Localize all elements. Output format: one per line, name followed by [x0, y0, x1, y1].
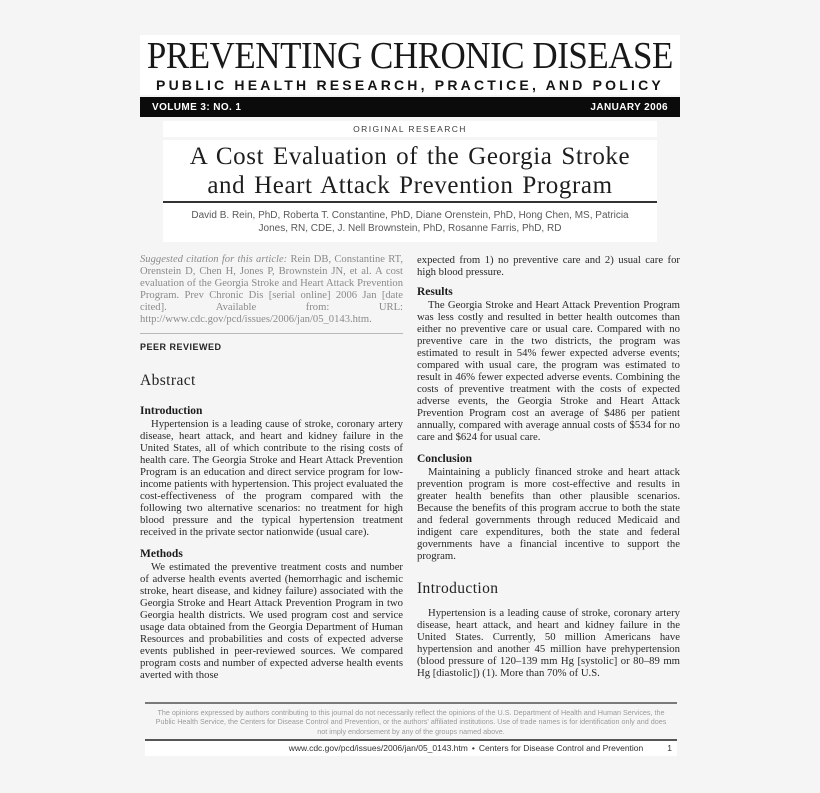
- issue-date-label: JANUARY 2006: [590, 101, 668, 113]
- abstract-methods-text-continued: expected from 1) no preventive care and 2) usual care for high blood pressure.: [417, 254, 680, 278]
- abstract-intro-subhead: Introduction: [140, 405, 203, 417]
- abstract-results-subhead: Results: [417, 286, 453, 298]
- journal-masthead: [140, 35, 680, 117]
- introduction-heading: Introduction: [417, 580, 499, 597]
- page-number: 1: [667, 743, 672, 754]
- peer-reviewed-label: PEER REVIEWED: [140, 342, 222, 352]
- authors-byline: David B. Rein, PhD, Roberta T. Constantine, PhD, Diane Orenstein, PhD, Hong Chen, MS, Patricia Jones, RN, CDE, J. Nell Brownstein, PhD, Rosanne Farris, PhD, RD: [191, 210, 629, 234]
- article-body: [140, 254, 680, 681]
- journal-tagline: PUBLIC HEALTH RESEARCH, PRACTICE, AND POLICY: [156, 76, 664, 93]
- abstract-results-text: The Georgia Stroke and Heart Attack Prevention Program was less costly and resulted in better health outcomes than either no preventive care or usual care. Compared with no preventive care in the two districts, the program was estimated to result in 54% fewer expected adverse events; compared with usual care, the program was estimated to result in 46% fewer expected adverse events. Combining the costs of preventive treatment with the costs of expected adverse events, the Georgia Stroke and Heart Attack Prevention Program cost an average of $486 per patient annually, compared with average annual costs of $534 for no care and $624 for usual care.: [417, 299, 680, 443]
- abstract-conclusion-subhead: Conclusion: [417, 453, 472, 465]
- issue-bar: [140, 97, 680, 117]
- footer-disclaimer: The opinions expressed by authors contributing to this journal do not necessarily reflect the opinions of the U.S. Department of Health and Human Services, the Public Health Service, the Centers for Disease Control and Prevention, or the authors' affiliated institutions. Use of trade names is for identification only and does not imply endorsement by any of the groups named above.: [155, 708, 667, 736]
- abstract-methods-text: We estimated the preventive treatment costs and number of adverse health events averted (hemorrhagic and ischemic stroke, heart disease, and kidney failure) associated with the Georgia Stroke and Heart Attack Prevention Program in two Georgia health districts. We used program cost and service usage data obtained from the Georgia Department of Human Resources and probabilities and costs of expected adverse events published in peer-reviewed sources. We compared program costs and number of expected adverse health events averted with those: [140, 561, 403, 681]
- right-column: [417, 254, 680, 681]
- citation-note: [140, 254, 403, 326]
- authors-box: [163, 203, 657, 242]
- citation-lead: Suggested citation for this article:: [140, 254, 288, 265]
- citation-text: Rein DB, Constantine RT, Orenstein D, Chen H, Jones P, Brownstein JN, et al. A cost evaluation of the Georgia Stroke and Heart Attack Prevention Program. Prev Chronic Dis [serial online] 2006 Jan [date cited]. Available from: URL: http://www.cdc.gov/pcd/issues/2006/jan/05_0143.htm.: [140, 254, 403, 325]
- abstract-methods-subhead: Methods: [140, 548, 183, 560]
- journal-title: PREVENTING CHRONIC DISEASE: [146, 34, 674, 77]
- volume-label: VOLUME 3: NO. 1: [152, 101, 242, 113]
- abstract-heading: Abstract: [140, 372, 196, 389]
- article-title-box: [163, 140, 657, 201]
- footer-url: www.cdc.gov/pcd/issues/2006/jan/05_0143.htm: [288, 743, 468, 754]
- footer-divider-top: [145, 702, 677, 704]
- left-column: [140, 254, 403, 681]
- footer-bullet: •: [471, 743, 475, 754]
- citation-divider: [140, 333, 403, 334]
- abstract-intro-text: Hypertension is a leading cause of stroke, coronary artery disease, heart attack, and heart and kidney failure in the United States, all of which contribute to the rising costs of health care. The Georgia Stroke and Heart Attack Prevention Program is an education and direct service program for low-income patients with hypertension. This project evaluated the cost-effectiveness of the program compared with the following two alternative scenarios: no treatment for high blood pressure and the typical hypertension treatment received in the private sector nationwide (usual care).: [140, 418, 403, 538]
- article-kicker: ORIGINAL RESEARCH: [163, 121, 657, 137]
- masthead-box: [140, 35, 680, 95]
- article-header: [163, 121, 657, 242]
- footer-publisher: Centers for Disease Control and Prevention: [478, 743, 644, 754]
- footer-citation-line: [145, 741, 677, 756]
- abstract-conclusion-text: Maintaining a publicly financed stroke and heart attack prevention program is more cost-effective and results in greater health benefits than other plausible scenarios. Because the benefits of this program accrue to both the state and federal governments through reduced Medicaid and indigent care expenditures, both the state and federal governments have a financial incentive to support the program.: [417, 466, 680, 562]
- page-footer: [145, 702, 677, 756]
- article-title: [163, 142, 657, 200]
- introduction-text: Hypertension is a leading cause of stroke, coronary artery disease, heart attack, and heart and kidney failure in the United States. Currently, 50 million Americans have hypertension and another 45 million have prehypertension (blood pressure of 120–139 mm Hg [systolic] or 80–89 mm Hg [diastolic]) (1). More than 70% of U.S.: [417, 607, 680, 679]
- article-title-line-2: and Heart Attack Prevention Program: [207, 172, 613, 199]
- article-title-line-1: A Cost Evaluation of the Georgia Stroke: [189, 143, 631, 170]
- journal-page: [140, 35, 680, 681]
